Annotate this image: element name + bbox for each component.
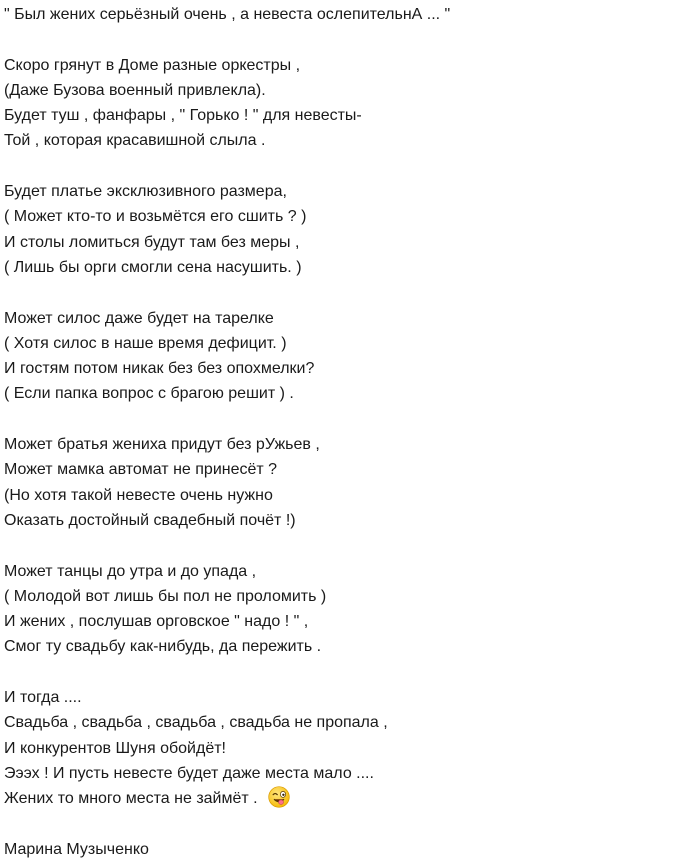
poem-line: Будет платье эксклюзивного размера, xyxy=(4,183,287,201)
poem-text xyxy=(4,2,680,862)
stanza-gap xyxy=(4,812,680,837)
poem-line: Может танцы до утра и до упада , xyxy=(4,562,257,580)
poem-line: ( Молодой вот лишь бы пол не проломить ) xyxy=(4,587,327,605)
poem-line: Оказать достойный свадебный почёт !) xyxy=(4,511,296,529)
poem-line: ( Лишь бы орги смогли сена насушить. ) xyxy=(4,258,302,276)
poem-line-text: Жених то много места не займёт . xyxy=(4,790,258,808)
author-signature: Марина Музыченко xyxy=(4,840,149,858)
stanza-gap xyxy=(4,407,680,432)
winking-tongue-emoji-icon xyxy=(268,786,290,816)
poem-line: И гостям потом никак без без опохмелки? xyxy=(4,360,315,378)
poem-line: ( Может кто-то и возьмётся его сшить ? ) xyxy=(4,208,307,226)
poem-last-line xyxy=(4,786,680,811)
poem-line: Скоро грянут в Доме разные оркестры , xyxy=(4,56,301,74)
poem-line: ( Если папка вопрос с брагою решит ) . xyxy=(4,385,294,403)
poem-line: (Но хотя такой невесте очень нужно xyxy=(4,486,273,504)
poem-line: И тогда .... xyxy=(4,689,82,707)
poem-line: (Даже Бузова военный привлекла). xyxy=(4,81,266,99)
poem-line: Свадьба , свадьба , свадьба , свадьба не пропала , xyxy=(4,714,388,732)
poem-line: Той , которая красавишной слыла . xyxy=(4,132,266,150)
poem-line: И жених , послушав орговское " надо ! " , xyxy=(4,613,309,631)
stanza-gap xyxy=(4,533,680,558)
stanza-gap xyxy=(4,280,680,305)
poem-line: Эээх ! И пусть невесте будет даже места мало .... xyxy=(4,764,374,782)
poem-title-line: " Был жених серьёзный очень , а невеста ослепительнА ... " xyxy=(4,6,451,23)
stanza-gap xyxy=(4,660,680,685)
poem-line: Смог ту свадьбу как-нибудь, да пережить . xyxy=(4,638,322,656)
poem-line: Будет туш , фанфары , " Горько ! " для невесты- xyxy=(4,107,362,125)
poem-line: Может силос даже будет на тарелке xyxy=(4,309,274,327)
stanza-gap xyxy=(4,27,680,52)
poem-line: Может мамка автомат не принесёт ? xyxy=(4,461,278,479)
poem-line: И столы ломиться будут там без меры , xyxy=(4,233,300,251)
stanza-gap xyxy=(4,154,680,179)
poem-line: ( Хотя силос в наше время дефицит. ) xyxy=(4,334,287,352)
poem-line: И конкурентов Шуня обойдёт! xyxy=(4,739,226,757)
poem-line: Может братья жениха придут без рУжьев , xyxy=(4,436,320,454)
